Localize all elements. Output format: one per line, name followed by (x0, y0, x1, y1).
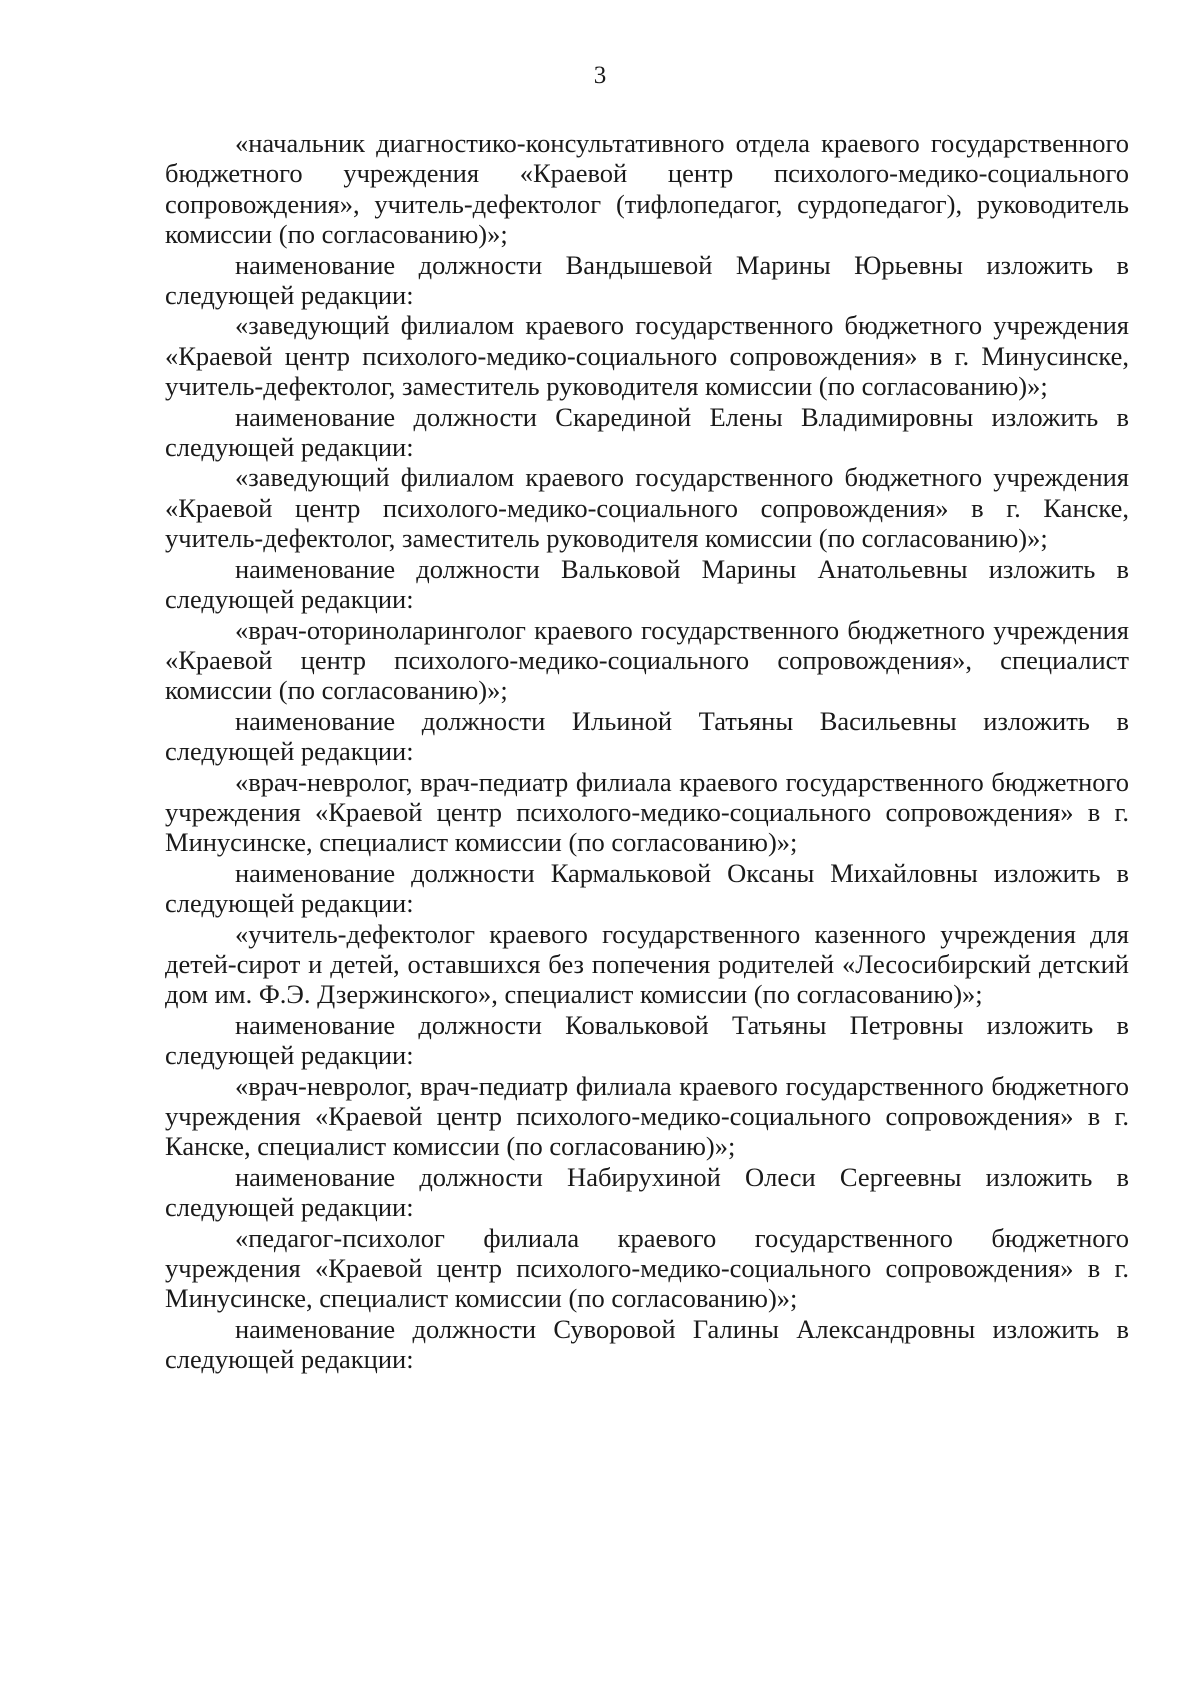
paragraph-suvorova-intro: наименование должности Суворовой Галины Александровны изложить в следующей редакции: (165, 1313, 1129, 1375)
paragraph-karmalkova-position: «учитель-дефектолог краевого государственного казенного учреждения для детей-сирот и детей, оставшихся без попечения родителей «Лесосибирский детский дом им. Ф.Э. Дзержинского», специалист комиссии (по согласованию)»; (165, 918, 1129, 1010)
paragraph-karmalkova-intro: наименование должности Кармальковой Оксаны Михайловны изложить в следующей редакции: (165, 857, 1129, 919)
paragraph-vandysheva-intro: наименование должности Вандышевой Марины Юрьевны изложить в следующей редакции: (165, 249, 1129, 311)
paragraph-vandysheva-position: «заведующий филиалом краевого государственного бюджетного учреждения «Краевой центр психолого-медико-социального сопровождения» в г. Минусинске, учитель-дефектолог, заместитель руководителя комиссии (по согласованию)»; (165, 310, 1129, 402)
paragraph-valkova-intro: наименование должности Вальковой Марины Анатольевны изложить в следующей редакции: (165, 553, 1129, 615)
document-body (165, 128, 1129, 1375)
paragraph-kovalkova-intro: наименование должности Ковальковой Татьяны Петровны изложить в следующей редакции: (165, 1009, 1129, 1071)
paragraph-skaredina-position: «заведующий филиалом краевого государственного бюджетного учреждения «Краевой центр психолого-медико-социального сопровождения» в г. Канске, учитель-дефектолог, заместитель руководителя комиссии (по согласованию)»; (165, 462, 1129, 554)
paragraph-nabirukhina-position: «педагог-психолог филиала краевого государственного бюджетного учреждения «Краевой центр психолого-медико-социального сопровождения» в г. Минусинске, специалист комиссии (по согласованию)»; (165, 1222, 1129, 1314)
paragraph-skaredina-intro: наименование должности Скарединой Елены Владимировны изложить в следующей редакции: (165, 401, 1129, 463)
paragraph-valkova-position: «врач-оториноларинголог краевого государственного бюджетного учреждения «Краевой центр психолого-медико-социального сопровождения», специалист комиссии (по согласованию)»; (165, 614, 1129, 706)
paragraph-ilyina-position: «врач-невролог, врач-педиатр филиала краевого государственного бюджетного учреждения «Краевой центр психолого-медико-социального сопровождения» в г. Минусинске, специалист комиссии (по согласованию)»; (165, 766, 1129, 858)
page-number: 3 (593, 62, 607, 89)
paragraph-ilyina-intro: наименование должности Ильиной Татьяны Васильевны изложить в следующей редакции: (165, 705, 1129, 767)
paragraph-nabirukhina-intro: наименование должности Набирухиной Олеси Сергеевны изложить в следующей редакции: (165, 1161, 1129, 1223)
paragraph-head-of-department: «начальник диагностико-консультативного отдела краевого государственного бюджетного учреждения «Краевой центр психолого-медико-социального сопровождения», учитель-дефектолог (тифлопедагог, сурдопедагог), руководитель комиссии (по согласованию)»; (165, 128, 1129, 250)
paragraph-kovalkova-position: «врач-невролог, врач-педиатр филиала краевого государственного бюджетного учреждения «Краевой центр психолого-медико-социального сопровождения» в г. Канске, специалист комиссии (по согласованию)»; (165, 1070, 1129, 1162)
